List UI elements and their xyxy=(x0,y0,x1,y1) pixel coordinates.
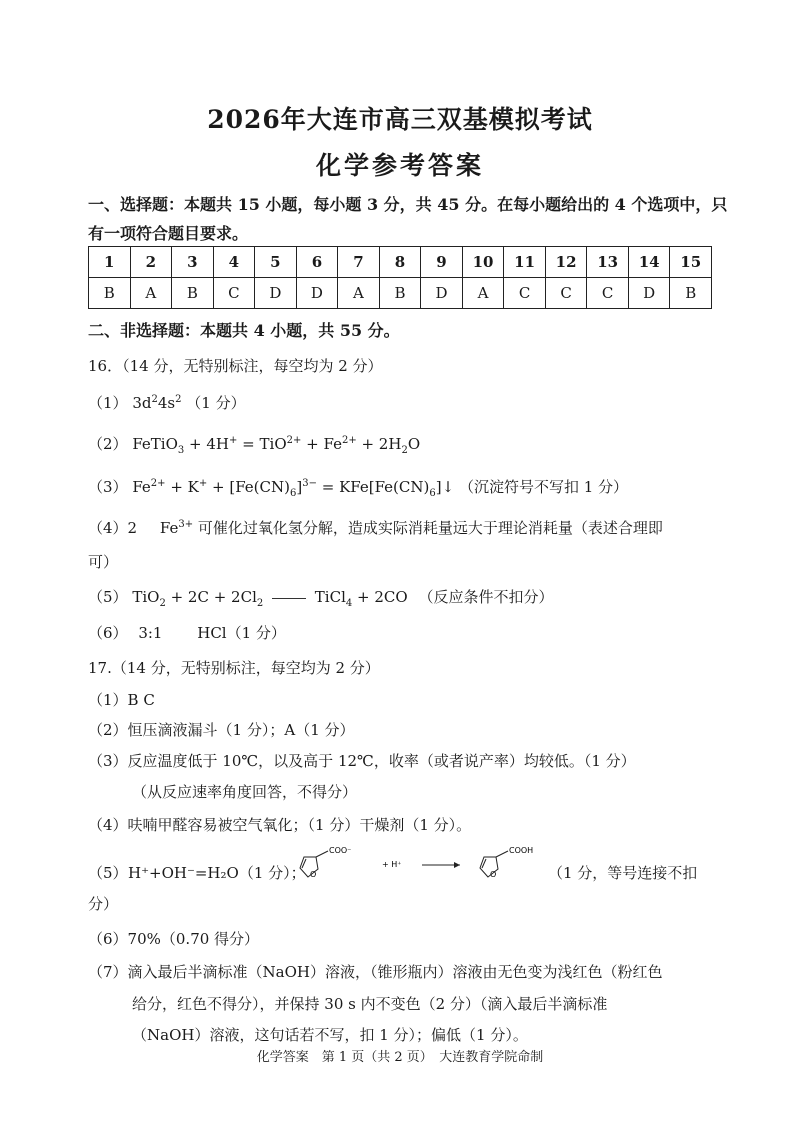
q16-answer-4-cont: 可） xyxy=(88,553,119,571)
q17-answer-1: （1）B C xyxy=(88,691,155,709)
question-number-cell: 10 xyxy=(462,247,504,278)
exam-subtitle: 化学参考答案 xyxy=(315,151,484,180)
question-number-cell: 11 xyxy=(504,247,546,278)
answer-table-number-row xyxy=(89,247,712,278)
q16-a2-label: （2） xyxy=(88,435,128,453)
question-number-cell: 14 xyxy=(628,247,670,278)
h-plus-label: + H⁺ xyxy=(382,860,402,869)
answer-choice-cell: B xyxy=(670,278,712,309)
question-number-cell: 1 xyxy=(89,247,131,278)
q17-answer-3-cont: （从反应速率角度回答，不得分） xyxy=(132,783,358,801)
q16-a3-label: （3） xyxy=(88,478,128,496)
q16-a4-text: 可催化过氧化氢分解，造成实际消耗量远大于理论消耗量（表述合理即 xyxy=(197,519,663,537)
section2-instructions: 二、非选择题：本题共 4 小题，共 55 分。 xyxy=(88,321,400,340)
q17-answer-7-line1: （7）滴入最后半滴标准（NaOH）溶液，（锥形瓶内）溶液由无色变为浅红色（粉红色 xyxy=(88,963,663,981)
q16-a5-label: （5） xyxy=(88,588,128,606)
q17-answer-3: （3）反应温度低于 10℃，以及高于 12℃，收率（或者说产率）均较低。（1 分） xyxy=(88,752,636,770)
question-number-cell: 4 xyxy=(213,247,255,278)
q16-a6-text: HCl（1 分） xyxy=(197,624,286,642)
answer-choice-cell: C xyxy=(504,278,546,309)
q16-a1-note: （1 分） xyxy=(186,394,246,412)
q16-a3-note: （沉淀符号不写扣 1 分） xyxy=(458,478,629,496)
q16-answer-6 xyxy=(88,622,286,643)
answer-choice-cell: D xyxy=(628,278,670,309)
question-number-cell: 12 xyxy=(545,247,587,278)
q17-answer-6: （6）70%（0.70 得分） xyxy=(88,930,260,948)
q16-header: 16．（14 分，无特别标注，每空均为 2 分） xyxy=(88,357,383,375)
answer-choice-cell: A xyxy=(338,278,380,309)
answer-choice-cell: D xyxy=(255,278,297,309)
q17-header: 17.（14 分，无特别标注，每空均为 2 分） xyxy=(88,659,380,677)
answer-choice-cell: A xyxy=(130,278,172,309)
cooh-label: COOH xyxy=(509,846,534,855)
question-number-cell: 8 xyxy=(379,247,421,278)
answer-choice-cell: C xyxy=(545,278,587,309)
answer-table-choice-row xyxy=(89,278,712,309)
furan-oxygen-label-1: O xyxy=(310,870,317,879)
question-number-cell: 2 xyxy=(130,247,172,278)
q16-answer-3 xyxy=(88,476,628,497)
answer-choice-cell: D xyxy=(296,278,338,309)
q17-answer-5-cont: 分） xyxy=(88,895,119,913)
q16-a6-label: （6） xyxy=(88,624,128,642)
question-number-cell: 6 xyxy=(296,247,338,278)
question-number-cell: 15 xyxy=(670,247,712,278)
q16-a5-note: （反应条件不扣分） xyxy=(418,588,554,606)
q17-answer-4: （4）呋喃甲醛容易被空气氧化；（1 分）干燥剂（1 分）。 xyxy=(88,816,472,834)
question-number-cell: 13 xyxy=(587,247,629,278)
furoate-ion-structure xyxy=(300,846,351,879)
q17-a5-label: （5） xyxy=(88,864,128,882)
q17-answer-2: （2）恒压滴液漏斗（1 分）；A（1 分） xyxy=(88,721,355,739)
q16-answer-5 xyxy=(88,586,554,607)
answer-choice-cell: A xyxy=(462,278,504,309)
coo-minus-label: COO⁻ xyxy=(329,846,352,855)
exam-title: 2026年大连市高三双基模拟考试 xyxy=(207,105,593,134)
page-footer: 化学答案 第 1 页（共 2 页） 大连教育学院命制 xyxy=(256,1050,544,1065)
answer-choice-cell: C xyxy=(213,278,255,309)
q16-a3-equation: $Fe^{2+} + K^+ + [Fe(CN)_6]^{3-}$ = $KFe[Fe(CN)_6]↓$ xyxy=(132,478,455,499)
section1-instructions-line1: 一、选择题：本题共 15 小题，每小题 3 分，共 45 分。在每小题给出的 4 个选项中，只 xyxy=(88,195,728,214)
answer-choice-cell: B xyxy=(172,278,214,309)
q16-answer-2 xyxy=(88,433,420,454)
q17-a5-note: （1 分，等号连接不扣 xyxy=(548,864,698,882)
answer-choice-cell: D xyxy=(421,278,463,309)
answer-table xyxy=(88,246,712,309)
q16-a5-equation: $TiO_2 + 2C + 2Cl_2$ TiCl$_4$ + 2CO xyxy=(132,588,408,609)
reaction-arrow-head xyxy=(454,862,460,868)
q16-answer-1 xyxy=(88,392,246,413)
answer-choice-cell: C xyxy=(587,278,629,309)
answer-choice-cell: B xyxy=(379,278,421,309)
question-number-cell: 5 xyxy=(255,247,297,278)
question-number-cell: 9 xyxy=(421,247,463,278)
section1-instructions-line2: 有一项符合题目要求。 xyxy=(88,224,249,243)
q16-a4-label: （4）2 xyxy=(88,519,138,537)
q17-answer-7-line3: （NaOH）溶液，这句话若不写，扣 1 分）；偏低（1 分）。 xyxy=(132,1026,528,1044)
q16-a1-formula: $3d^24s^2$ xyxy=(132,394,182,412)
q16-answer-4 xyxy=(88,517,663,538)
q16-a2-equation: FeTiO$_3$ + $4H^+ = TiO^{2+} + Fe^{2+} + 2H_2O$ xyxy=(132,435,421,456)
question-number-cell: 7 xyxy=(338,247,380,278)
answer-choice-cell: B xyxy=(89,278,131,309)
question-number-cell: 3 xyxy=(172,247,214,278)
furoic-acid-structure xyxy=(480,846,533,879)
furan-oxygen-label-2: O xyxy=(490,870,497,879)
q16-a6-ratio: 3:1 xyxy=(138,624,163,642)
q17-a5-equation: H⁺+OH⁻=H₂O（1 分）； xyxy=(128,864,306,882)
q17-answer-7-line2: 给分，红色不得分），并保持 30 s 内不变色（2 分）（滴入最后半滴标准 xyxy=(132,995,608,1013)
q16-a1-label: （1） xyxy=(88,394,128,412)
q16-a4-ion: $Fe^{3+}$ xyxy=(159,519,194,537)
